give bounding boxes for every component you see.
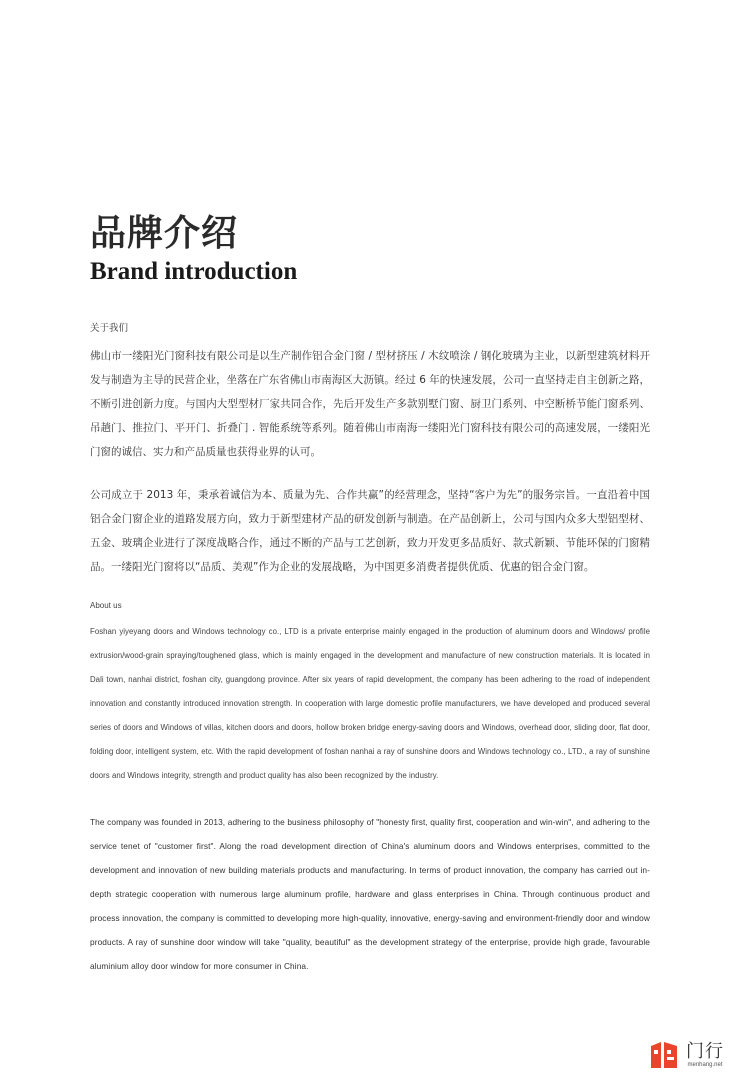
english-section — [90, 601, 650, 788]
watermark-url: menhang.net — [687, 1062, 723, 1068]
chinese-heading: 关于我们 — [90, 323, 129, 334]
chinese-section-2 — [90, 483, 650, 579]
english-paragraph-1: Foshan yiyeyang doors and Windows technology co., LTD is a private enterprise mainly engaged in the production of aluminum doors and Windows/ profile extrusion/wood-grain spraying/toughened glass, which is mainly engaged in the development and manufacture of new construction materials. It is located in Dali town, nanhai district, foshan city, guangdong province. After six years of rapid development, the company has been adhering to the road of independent innovation and constantly introduced innovation strength. In cooperation with large domestic profile manufacturers, we have developed and produced several series of doors and Windows of villas, kitchen doors and doors, hollow broken bridge energy-saving doors and Windows, overhead door, sliding door, flat door, folding door, intelligent system, etc. With the rapid development of foshan nanhai a ray of sunshine doors and Windows technology co., LTD., a ray of sunshine doors and Windows integrity, strength and product quality has also been recognized by the industry. — [90, 627, 650, 780]
watermark-text — [686, 1042, 724, 1068]
chinese-paragraph-1: 佛山市一缕阳光门窗科技有限公司是以生产制作铝合金门窗 / 型材挤压 / 木纹喷涂 / 钢化玻璃为主业，以新型建筑材料开发与制造为主导的民营企业，坐落在广东省佛山市南海区大沥镇。经过 6 年的快速发展，公司一直坚持走自主创新之路，不断引进创新力度。与国内大型型材厂家共同合作，先后开发生产多款别墅门窗、厨卫门系列、中空断桥节能门窗系列、吊趟门、推拉门、平开门、折叠门 . 智能系统等系列。随着佛山市南海一缕阳光门窗科技有限公司的高速发展，一缕阳光门窗的诚信、实力和产品质量也获得业界的认可。 — [90, 350, 650, 458]
english-paragraph-2: The company was founded in 2013, adhering to the business philosophy of "honesty first, quality first, cooperation and win-win", and adhering to the service tenet of "customer first". Along the road development direction of China's aluminum doors and Windows enterprises, committed to the development and innovation of new building materials products and manufacturing. In terms of product innovation, the company has carried out in-depth strategic cooperation with numerous large aluminum profile, hardware and glass enterprises in China. Through continuous product and process innovation, the company is committed to developing more high-quality, innovative, energy-saving and environment-friendly door and window products. A ray of sunshine door window will take "quality, beautiful" as the development strategy of the enterprise, provide high grade, favourable aluminium alloy door window for more consumer in China. — [90, 817, 650, 971]
english-section-2 — [90, 810, 650, 978]
page-title-chinese: 品牌介绍 — [90, 212, 239, 254]
chinese-paragraph-2: 公司成立于 2013 年，秉承着诚信为本、质量为先、合作共赢”的经营理念，坚持“客户为先”的服务宗旨。一直沿着中国铝合金门窗企业的道路发展方向，致力于新型建材产品的研发创新与制造。在产品创新上，公司与国内众多大型铝型材、五金、玻璃企业进行了深度战略合作，通过不断的产品与工艺创新，致力开发更多品质好、款式新颖、节能环保的门窗精品。一缕阳光门窗将以“品质、美观”作为企业的发展战略，为中国更多消费者提供优质、优惠的铝合金门窗。 — [90, 489, 650, 573]
chinese-section — [90, 320, 650, 464]
menhang-watermark — [647, 1038, 724, 1072]
menhang-logo-icon — [647, 1038, 681, 1072]
english-heading: About us — [90, 601, 122, 610]
page-title-english: Brand introduction — [90, 258, 298, 285]
watermark-brand: 门行 — [686, 1041, 724, 1062]
